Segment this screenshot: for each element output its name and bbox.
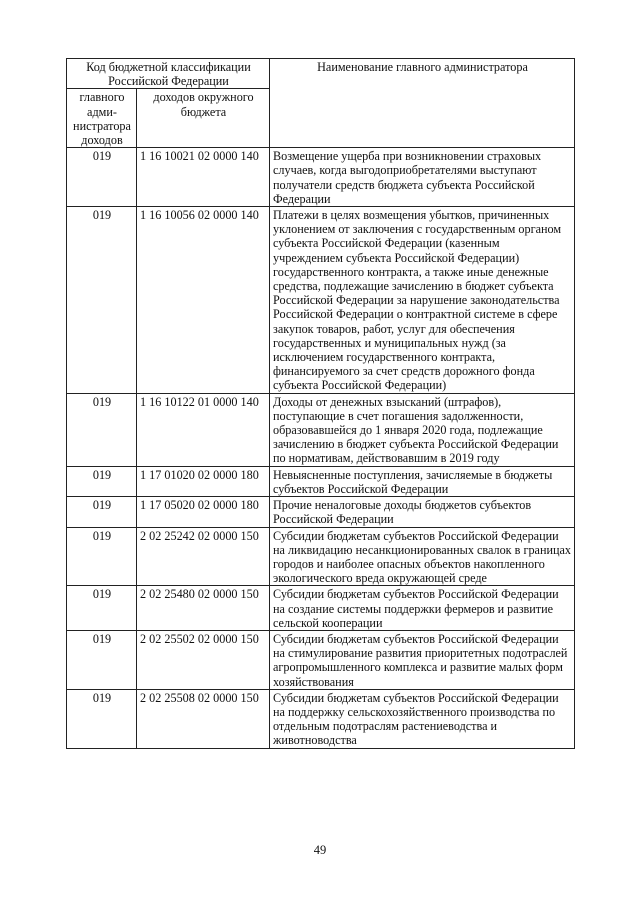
admin-code-cell: 019	[67, 689, 137, 748]
table-row	[67, 497, 575, 527]
table-row	[67, 630, 575, 689]
table-row	[67, 148, 575, 207]
administrator-name-cell: Прочие неналоговые доходы бюджетов субъектов Российской Федерации	[270, 497, 575, 527]
admin-code-cell: 019	[67, 630, 137, 689]
admin-code-cell: 019	[67, 466, 137, 496]
administrator-name-cell: Субсидии бюджетам субъектов Российской Федерации на ликвидацию несанкционированных свалок в границах городов и наиболее опасных объектов накопленного экологического вреда окружающей среде	[270, 527, 575, 586]
admin-code-cell: 019	[67, 207, 137, 394]
header-budget-code-group: Код бюджетной классификации Российской Федерации	[67, 59, 270, 89]
admin-code-cell: 019	[67, 148, 137, 207]
page-number: 49	[313, 843, 327, 857]
table-row	[67, 527, 575, 586]
admin-code-cell: 019	[67, 497, 137, 527]
table-row	[67, 393, 575, 466]
administrator-name-cell: Субсидии бюджетам субъектов Российской Федерации на создание системы поддержки фермеров и развитие сельской кооперации	[270, 586, 575, 631]
revenue-code-cell: 2 02 25480 02 0000 150	[137, 586, 270, 631]
revenue-code-cell: 1 17 05020 02 0000 180	[137, 497, 270, 527]
revenue-code-cell: 1 16 10021 02 0000 140	[137, 148, 270, 207]
revenue-code-cell: 2 02 25508 02 0000 150	[137, 689, 270, 748]
admin-code-cell: 019	[67, 586, 137, 631]
table-row	[67, 466, 575, 496]
admin-code-cell: 019	[67, 393, 137, 466]
header-revenue-code: доходов окружного бюджета	[137, 89, 270, 148]
table-row	[67, 586, 575, 631]
revenue-code-cell: 2 02 25502 02 0000 150	[137, 630, 270, 689]
administrator-name-cell: Платежи в целях возмещения убытков, причиненных уклонением от заключения с государственным органом субъекта Российской Федерации (казенным учреждением субъекта Российской Федерации) государственного контракта, а также иные денежные средства, подлежащие зачислению в бюджет субъекта Российской Федерации за нарушение законодательства Российской Федерации о контрактной системе в сфере закупок товаров, работ, услуг для обеспечения государственных и муниципальных нужд (за исключением государственного контракта, финансируемого за счет средств дорожного фонда субъекта Российской Федерации)	[270, 207, 575, 394]
administrator-name-cell: Субсидии бюджетам субъектов Российской Федерации на стимулирование развития приоритетных подотраслей агропромышленного комплекса и развитие малых форм хозяйствования	[270, 630, 575, 689]
revenue-code-cell: 1 16 10122 01 0000 140	[137, 393, 270, 466]
budget-classification-table	[66, 58, 575, 749]
header-row-top	[67, 59, 575, 89]
revenue-code-cell: 1 16 10056 02 0000 140	[137, 207, 270, 394]
administrator-name-cell: Возмещение ущерба при возникновении страховых случаев, когда выгодоприобретателями выступают получатели средств бюджета субъекта Российской Федерации	[270, 148, 575, 207]
table-row	[67, 207, 575, 394]
revenue-code-cell: 2 02 25242 02 0000 150	[137, 527, 270, 586]
administrator-name-cell: Субсидии бюджетам субъектов Российской Федерации на поддержку сельскохозяйственного производства по отдельным подотраслям растениеводства и животноводства	[270, 689, 575, 748]
header-main-administrator: главного адми-нистратора доходов	[67, 89, 137, 148]
administrator-name-cell: Невыясненные поступления, зачисляемые в бюджеты субъектов Российской Федерации	[270, 466, 575, 496]
revenue-code-cell: 1 17 01020 02 0000 180	[137, 466, 270, 496]
header-administrator-name: Наименование главного администратора	[270, 59, 575, 148]
admin-code-cell: 019	[67, 527, 137, 586]
administrator-name-cell: Доходы от денежных взысканий (штрафов), поступающие в счет погашения задолженности, образовавшейся до 1 января 2020 года, подлежащие зачислению в бюджет субъекта Российской Федерации по нормативам, действовавшим в 2019 году	[270, 393, 575, 466]
table-row	[67, 689, 575, 748]
